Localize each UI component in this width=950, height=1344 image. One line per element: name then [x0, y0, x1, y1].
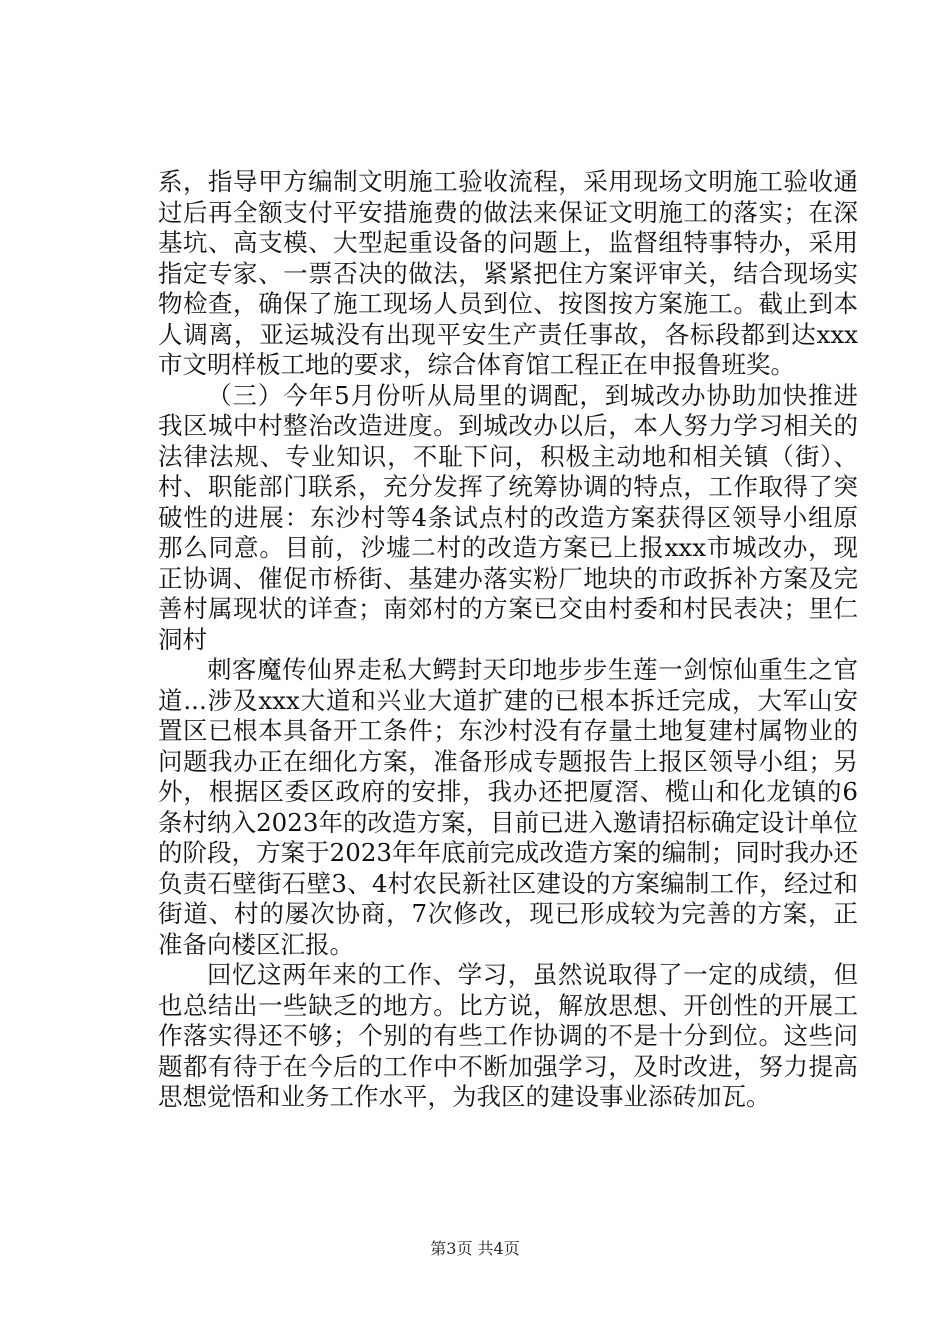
document-body — [158, 167, 858, 1113]
paragraph-3: 刺客魔传仙界走私大鳄封天印地步步生莲一剑惊仙重生之官道...涉及xxx大道和兴业大道扩建的已根本拆迁完成，大军山安置区已根本具备开工条件；东沙村没有存量土地复建村属物业的问题我办正在细化方案，准备形成专题报告上报区领导小组；另外，根据区委区政府的安排，我办还把厦滘、榄山和化龙镇的6条村纳入2023年的改造方案，目前已进入邀请招标确定设计单位的阶段，方案于2023年年底前完成改造方案的编制；同时我办还负责石壁街石壁3、4村农民新社区建设的方案编制工作，经过和街道、村的屡次协商，7次修改，现已形成较为完善的方案，正准备向楼区汇报。 — [158, 655, 858, 959]
paragraph-4: 回忆这两年来的工作、学习，虽然说取得了一定的成绩，但也总结出一些缺乏的地方。比方说，解放思想、开创性的开展工作落实得还不够；个别的有些工作协调的不是十分到位。这些问题都有待于在今后的工作中不断加强学习，及时改进，努力提高思想觉悟和业务工作水平，为我区的建设事业添砖加瓦。 — [158, 960, 858, 1111]
paragraph-1: 系，指导甲方编制文明施工验收流程，采用现场文明施工验收通过后再全额支付平安措施费的做法来保证文明施工的落实；在深基坑、高支模、大型起重设备的问题上，监督组特事特办，采用指定专家、一票否决的做法，紧紧把住方案评审关，结合现场实物检查，确保了施工现场人员到位、按图按方案施工。截止到本人调离，亚运城没有出现平安生产责任事故，各标段都到达xxx市文明样板工地的要求，综合体育馆工程正在申报鲁班奖。 — [158, 167, 858, 379]
paragraph-2: （三）今年5月份听从局里的调配，到城改办协助加快推进我区城中村整治改造进度。到城改办以后，本人努力学习相关的法律法规、专业知识，不耻下问，积极主动地和相关镇（街）、村、职能部门联系，充分发挥了统筹协调的特点，工作取得了突破性的进展：东沙村等4条试点村的改造方案获得区领导小组原那么同意。目前，沙墟二村的改造方案已上报xxx市城改办，现正协调、催促市桥街、基建办落实粉厂地块的市政拆补方案及完善村属现状的详查；南郊村的方案已交由村委和村民表决；里仁洞村 — [158, 380, 858, 654]
page-number-footer: 第3页 共4页 — [430, 1239, 520, 1258]
